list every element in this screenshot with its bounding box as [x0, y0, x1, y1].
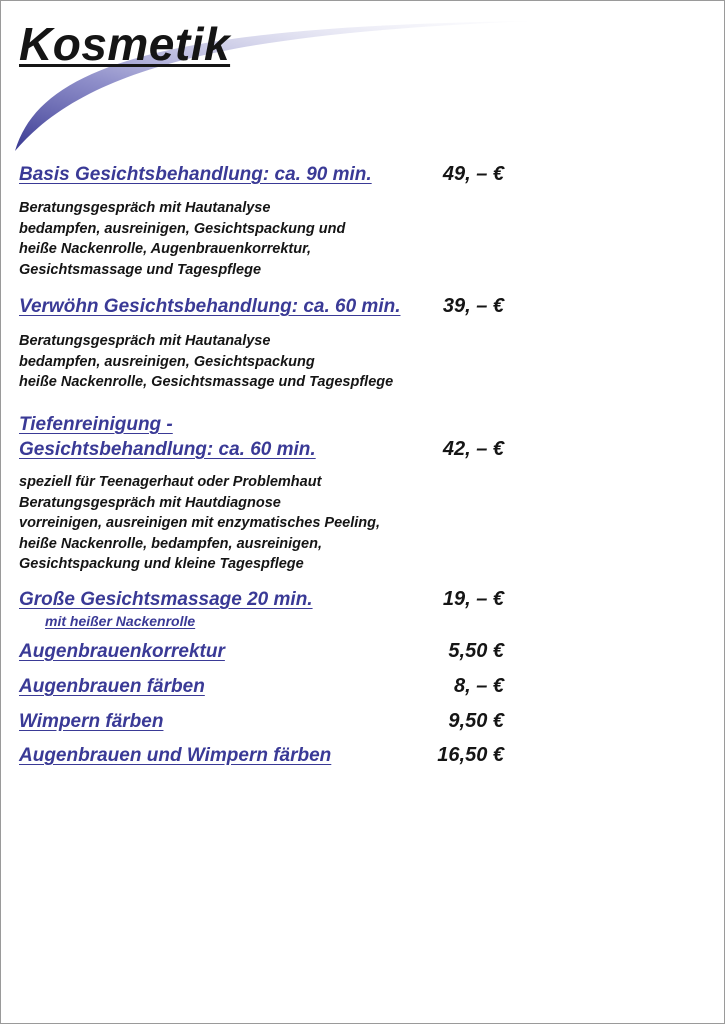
service-price-wimpern-faerben: 9,50 €	[448, 710, 504, 732]
description-line: speziell für Teenagerhaut oder Problemhaut	[19, 474, 322, 490]
page-title: Kosmetik	[19, 18, 231, 70]
description-line: Gesichtsmassage und Tagespflege	[19, 261, 262, 278]
service-price-verwoehn: 39, – €	[442, 295, 504, 317]
description-line: Beratungsgespräch mit Hautanalyse	[19, 200, 271, 216]
service-name-tiefenreinigung-line2: Gesichtsbehandlung: ca. 60 min.	[19, 439, 316, 460]
description-line: heiße Nackenrolle, Augenbrauenkorrektur,	[19, 241, 311, 257]
service-price-augenbrauen-und-wimpern-faerben: 16,50 €	[437, 744, 504, 766]
description-line: vorreinigen, ausreinigen mit enzymatisches Peeling,	[19, 515, 381, 531]
service-name-gesichtsmassage: Große Gesichtsmassage 20 min.	[19, 589, 313, 610]
service-price-basis: 49, – €	[442, 163, 504, 185]
service-subtitle-gesichtsmassage: mit heißer Nackenrolle	[45, 613, 196, 629]
service-name-augenbrauen-und-wimpern-faerben: Augenbrauen und Wimpern färben	[19, 745, 332, 766]
service-name-augenbrauenkorrektur: Augenbrauenkorrektur	[19, 641, 225, 662]
description-line: Beratungsgespräch mit Hautanalyse	[19, 333, 271, 349]
service-description-tiefenreinigung	[19, 472, 380, 575]
service-price-tiefenreinigung: 42, – €	[442, 438, 504, 460]
service-name-augenbrauen-faerben: Augenbrauen färben	[19, 676, 205, 697]
service-description-basis	[19, 198, 345, 280]
description-line: heiße Nackenrolle, bedampfen, ausreinigen,	[19, 535, 322, 552]
service-name-basis: Basis Gesichtsbehandlung: ca. 90 min.	[19, 164, 372, 185]
service-description-verwoehn	[19, 331, 393, 393]
service-name-verwoehn: Verwöhn Gesichtsbehandlung: ca. 60 min.	[19, 296, 401, 317]
service-price-gesichtsmassage: 19, – €	[442, 588, 504, 610]
service-name-wimpern-faerben: Wimpern färben	[19, 711, 164, 732]
description-line: bedampfen, ausreinigen, Gesichtspackung	[19, 353, 315, 370]
description-line: bedampfen, ausreinigen, Gesichtspackung und	[19, 220, 346, 237]
description-line: Beratungsgespräch mit Hautdiagnose	[19, 494, 281, 511]
description-line: Gesichtspackung und kleine Tagespflege	[19, 556, 304, 572]
description-line: heiße Nackenrolle, Gesichtsmassage und Tagespflege	[19, 374, 394, 390]
service-price-augenbrauen-faerben: 8, – €	[453, 675, 504, 697]
service-price-augenbrauenkorrektur: 5,50 €	[448, 640, 504, 662]
service-name-tiefenreinigung-line1: Tiefenreinigung -	[19, 414, 173, 435]
